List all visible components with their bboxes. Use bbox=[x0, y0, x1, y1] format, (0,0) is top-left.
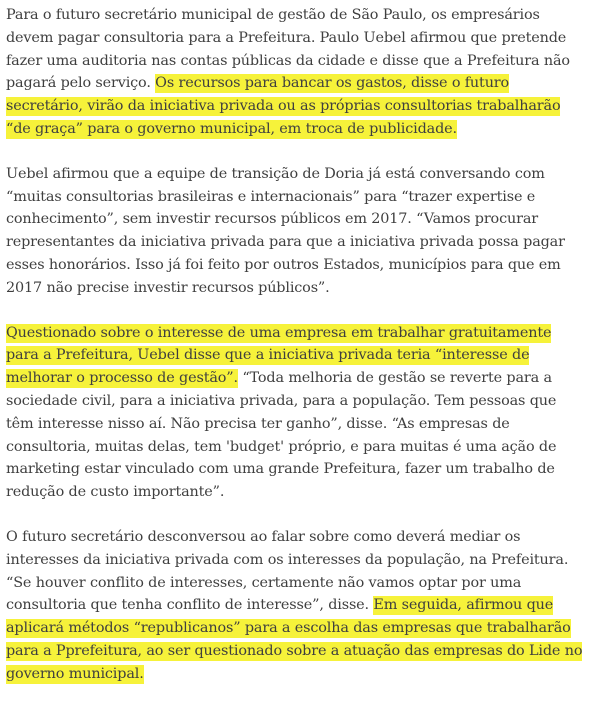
highlighted-text-segment: Os recursos para bancar os gastos, disse o futuro secretário, virão da iniciativa privada ou as próprias consultorias trabalharão “de graça” para o governo municipal, em troca de publicidade. bbox=[6, 75, 561, 137]
text-segment: Para o futuro secretário municipal de gestão de São Paulo, os empresários devem pagar consultoria para a Prefeitura. Paulo Uebel afirmou que pretende fazer uma auditoria nas contas públicas da cidade e disse que a Prefeitura não pagará pelo serviço. bbox=[6, 7, 570, 92]
text-segment: “Toda melhoria de gestão se reverte para a sociedade civil, para a iniciativa privada, para a população. Tem pessoas que têm interesse nisso aí. Não precisa ter ganho”, disse. “As empresas de consultoria, muitas delas, tem 'budget' próprio, e para muitas é uma ação de marketing estar vinculado com uma grande Prefeitura, fazer um trabalho de redução de custo importante”. bbox=[6, 370, 557, 501]
paragraph-4 bbox=[6, 526, 588, 686]
paragraph-3 bbox=[6, 322, 588, 504]
paragraph-1 bbox=[6, 4, 588, 141]
paragraph-2 bbox=[6, 163, 588, 300]
text-segment: O futuro secretário desconversou ao falar sobre como deverá mediar os interesses da iniciativa privada com os interesses da população, na Prefeitura. “Se houver conflito de interesses, certamente não vamos optar por uma consultoria que tenha conflito de interesse”, disse. bbox=[6, 528, 569, 614]
article-body bbox=[6, 4, 588, 708]
highlighted-text-segment: Questionado sobre o interesse de uma empresa em trabalhar gratuitamente para a Prefeitura, Uebel disse que a iniciativa privada teria “interesse de melhorar o processo de gestão”. bbox=[6, 324, 552, 387]
text-segment: Uebel afirmou que a equipe de transição de Doria já está conversando com “muitas consultorias brasileiras e internacionais” para “trazer expertise e conhecimento”, sem investir recursos públicos em 2017. “Vamos procurar representantes da iniciativa privada para que a iniciativa privada possa pagar esses honorários. Isso já foi feito por outros Estados, municípios para que em 2017 não precise investir recursos públicos”. bbox=[6, 165, 565, 296]
highlighted-text-segment: Em seguida, afirmou que aplicará métodos “republicanos” para a escolha das empresas que trabalharão para a Pprefeitura, ao ser questionado sobre a atuação das empresas do Lide no governo municipal. bbox=[6, 597, 583, 682]
